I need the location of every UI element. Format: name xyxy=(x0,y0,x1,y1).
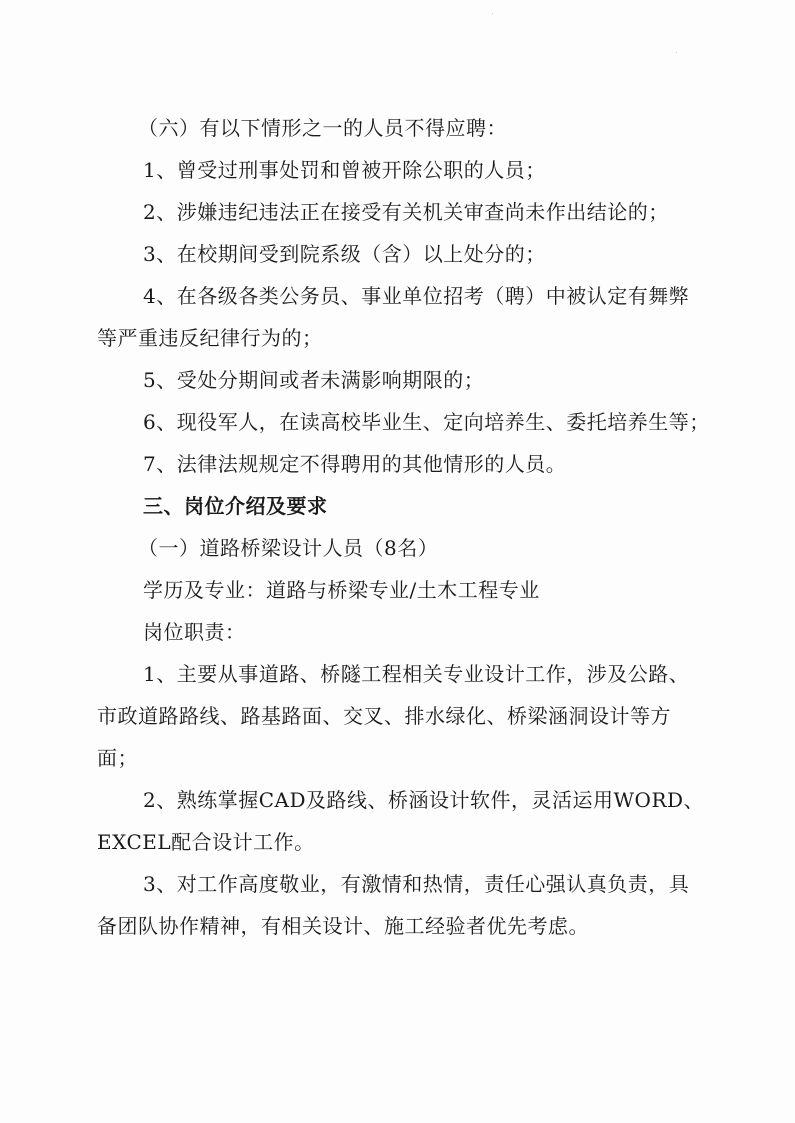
clause-6-heading: （六）有以下情形之一的人员不得应聘： xyxy=(138,116,507,140)
duty-1-cont-2: 面； xyxy=(97,746,138,770)
position-1-heading: （一）道路桥梁设计人员（8名） xyxy=(138,536,439,560)
clause-6-item-3: 3、在校期间受到院系级（含）以上处分的； xyxy=(143,242,546,266)
clause-6-item-6: 6、现役军人，在读高校毕业生、定向培养生、委托培养生等； xyxy=(143,410,710,434)
section-3-heading: 三、岗位介绍及要求 xyxy=(143,494,328,518)
clause-6-item-1: 1、曾受过刑事处罚和曾被开除公职的人员； xyxy=(143,158,546,182)
position-1-education: 学历及专业：道路与桥梁专业/土木工程专业 xyxy=(143,578,540,602)
duty-3-cont: 备团队协作精神，有相关设计、施工经验者优先考虑。 xyxy=(97,914,589,938)
clause-6-item-5: 5、受处分期间或者未满影响期限的； xyxy=(143,368,485,392)
position-1-duties-label: 岗位职责： xyxy=(143,620,246,644)
duty-1: 1、主要从事道路、桥隧工程相关专业设计工作，涉及公路、 xyxy=(143,662,690,686)
duty-2: 2、熟练掌握CAD及路线、桥涵设计软件，灵活运用WORD、 xyxy=(143,788,705,812)
duty-3: 3、对工作高度敬业，有激情和热情，责任心强认真负责，具 xyxy=(143,872,690,896)
clause-6-item-7: 7、法律法规规定不得聘用的其他情形的人员。 xyxy=(143,452,567,476)
clause-6-item-4-cont: 等严重违反纪律行为的； xyxy=(97,326,323,350)
clause-6-item-2: 2、涉嫌违纪违法正在接受有关机关审查尚未作出结论的； xyxy=(143,200,669,224)
clause-6-item-4: 4、在各级各类公务员、事业单位招考（聘）中被认定有舞弊 xyxy=(143,284,690,308)
scan-speck xyxy=(676,52,677,53)
duty-1-cont-1: 市政道路路线、路基路面、交叉、排水绿化、桥梁涵洞设计等方 xyxy=(97,704,671,728)
scan-speck xyxy=(492,13,493,14)
duty-2-cont: EXCEL配合设计工作。 xyxy=(97,830,315,854)
